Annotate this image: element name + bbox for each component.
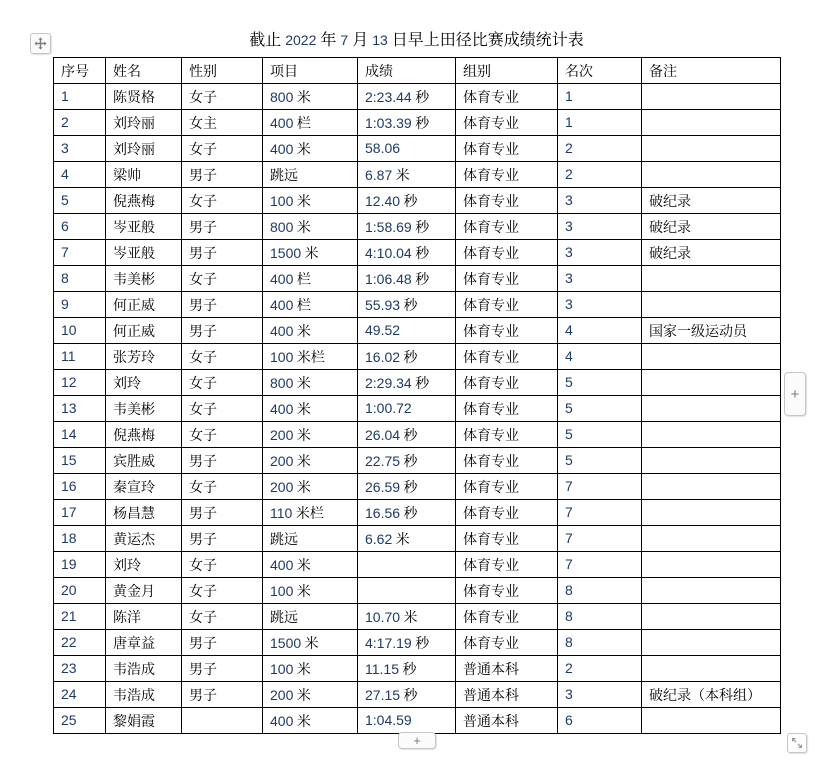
- cell-r21-c0[interactable]: 21: [54, 604, 106, 630]
- cell-r7-c1[interactable]: 岑亚般: [106, 240, 182, 266]
- cell-r5-c2[interactable]: 女子: [182, 188, 263, 214]
- cell-r17-c0[interactable]: 17: [54, 500, 106, 526]
- cell-r20-c4[interactable]: [358, 578, 456, 604]
- cell-r17-c7[interactable]: [642, 500, 781, 526]
- cell-r9-c2[interactable]: 男子: [182, 292, 263, 318]
- cell-r24-c2[interactable]: 男子: [182, 682, 263, 708]
- cell-r25-c5[interactable]: 普通本科: [456, 708, 558, 734]
- cell-r8-c4[interactable]: 1:06.48 秒: [358, 266, 456, 292]
- cell-r20-c0[interactable]: 20: [54, 578, 106, 604]
- cell-r21-c4[interactable]: 10.70 米: [358, 604, 456, 630]
- cell-r8-c3[interactable]: 400 栏: [263, 266, 358, 292]
- cell-r10-c2[interactable]: 男子: [182, 318, 263, 344]
- cell-r3-c5[interactable]: 体育专业: [456, 136, 558, 162]
- table-row: [54, 448, 781, 474]
- cell-r15-c6[interactable]: 5: [558, 448, 642, 474]
- cell-r6-c7[interactable]: 破纪录: [642, 214, 781, 240]
- cell-r6-c6[interactable]: 3: [558, 214, 642, 240]
- cell-r2-c6[interactable]: 1: [558, 110, 642, 136]
- cell-r14-c1[interactable]: 倪燕梅: [106, 422, 182, 448]
- table-row: [54, 526, 781, 552]
- cell-r12-c1[interactable]: 刘玲: [106, 370, 182, 396]
- table-row: [54, 396, 781, 422]
- cell-r7-c5[interactable]: 体育专业: [456, 240, 558, 266]
- cell-r19-c1[interactable]: 刘玲: [106, 552, 182, 578]
- cell-r13-c3[interactable]: 400 米: [263, 396, 358, 422]
- table-row: [54, 344, 781, 370]
- cell-r4-c4[interactable]: 6.87 米: [358, 162, 456, 188]
- table-title[interactable]: 截止 2022 年 7 月 13 日早上田径比赛成绩统计表: [249, 32, 584, 49]
- add-column-button[interactable]: [784, 372, 806, 416]
- table-row: [54, 708, 781, 734]
- cell-r23-c4[interactable]: 11.15 秒: [358, 656, 456, 682]
- cell-r14-c4[interactable]: 26.04 秒: [358, 422, 456, 448]
- cell-r25-c4[interactable]: 1:04.59: [358, 708, 456, 734]
- cell-r11-c4[interactable]: 16.02 秒: [358, 344, 456, 370]
- cell-r8-c5[interactable]: 体育专业: [456, 266, 558, 292]
- cell-r23-c7[interactable]: [642, 656, 781, 682]
- cell-r9-c3[interactable]: 400 栏: [263, 292, 358, 318]
- cell-r24-c5[interactable]: 普通本科: [456, 682, 558, 708]
- move-icon: [34, 37, 47, 50]
- cell-r20-c6[interactable]: 8: [558, 578, 642, 604]
- table-row: [54, 240, 781, 266]
- cell-r3-c7[interactable]: [642, 136, 781, 162]
- table-row: [54, 500, 781, 526]
- cell-r18-c7[interactable]: [642, 526, 781, 552]
- cell-r18-c4[interactable]: 6.62 米: [358, 526, 456, 552]
- cell-r14-c2[interactable]: 女子: [182, 422, 263, 448]
- cell-r11-c7[interactable]: [642, 344, 781, 370]
- header-cell-1[interactable]: 姓名: [106, 58, 182, 84]
- cell-r13-c7[interactable]: [642, 396, 781, 422]
- cell-r14-c5[interactable]: 体育专业: [456, 422, 558, 448]
- cell-r1-c0[interactable]: 1: [54, 84, 106, 110]
- cell-r6-c1[interactable]: 岑亚般: [106, 214, 182, 240]
- cell-r22-c6[interactable]: 8: [558, 630, 642, 656]
- cell-r2-c5[interactable]: 体育专业: [456, 110, 558, 136]
- table-row: [54, 578, 781, 604]
- cell-r12-c0[interactable]: 12: [54, 370, 106, 396]
- cell-r4-c3[interactable]: 跳远: [263, 162, 358, 188]
- cell-r2-c2[interactable]: 女主: [182, 110, 263, 136]
- cell-r13-c0[interactable]: 13: [54, 396, 106, 422]
- table-row: [54, 682, 781, 708]
- cell-r7-c6[interactable]: 3: [558, 240, 642, 266]
- table-row: [54, 318, 781, 344]
- cell-r12-c5[interactable]: 体育专业: [456, 370, 558, 396]
- cell-r19-c4[interactable]: [358, 552, 456, 578]
- cell-r20-c3[interactable]: 100 米: [263, 578, 358, 604]
- cell-r23-c6[interactable]: 2: [558, 656, 642, 682]
- cell-r2-c0[interactable]: 2: [54, 110, 106, 136]
- cell-r9-c1[interactable]: 何正威: [106, 292, 182, 318]
- cell-r9-c0[interactable]: 9: [54, 292, 106, 318]
- cell-r15-c7[interactable]: [642, 448, 781, 474]
- cell-r24-c0[interactable]: 24: [54, 682, 106, 708]
- cell-r21-c6[interactable]: 8: [558, 604, 642, 630]
- cell-r14-c3[interactable]: 200 米: [263, 422, 358, 448]
- cell-r8-c1[interactable]: 韦美彬: [106, 266, 182, 292]
- cell-r19-c6[interactable]: 7: [558, 552, 642, 578]
- cell-r22-c4[interactable]: 4:17.19 秒: [358, 630, 456, 656]
- cell-r16-c0[interactable]: 16: [54, 474, 106, 500]
- table-row: [54, 422, 781, 448]
- cell-r20-c5[interactable]: 体育专业: [456, 578, 558, 604]
- cell-r13-c4[interactable]: 1:00.72: [358, 396, 456, 422]
- cell-r19-c7[interactable]: [642, 552, 781, 578]
- results-table-body: [54, 84, 781, 734]
- cell-r1-c3[interactable]: 800 米: [263, 84, 358, 110]
- cell-r2-c1[interactable]: 刘玲丽: [106, 110, 182, 136]
- cell-r20-c7[interactable]: [642, 578, 781, 604]
- cell-r11-c6[interactable]: 4: [558, 344, 642, 370]
- plus-icon: +: [413, 733, 421, 748]
- table-row: [54, 162, 781, 188]
- header-row: [54, 58, 781, 84]
- cell-r19-c0[interactable]: 19: [54, 552, 106, 578]
- cell-r25-c1[interactable]: 黎娟霞: [106, 708, 182, 734]
- cell-r20-c2[interactable]: 女子: [182, 578, 263, 604]
- cell-r6-c5[interactable]: 体育专业: [456, 214, 558, 240]
- cell-r10-c3[interactable]: 400 米: [263, 318, 358, 344]
- cell-r16-c3[interactable]: 200 米: [263, 474, 358, 500]
- cell-r11-c2[interactable]: 女子: [182, 344, 263, 370]
- cell-r12-c3[interactable]: 800 米: [263, 370, 358, 396]
- cell-r12-c4[interactable]: 2:29.34 秒: [358, 370, 456, 396]
- plus-icon: +: [790, 385, 800, 403]
- header-cell-7[interactable]: 备注: [642, 58, 781, 84]
- cell-r11-c3[interactable]: 100 米栏: [263, 344, 358, 370]
- cell-r4-c1[interactable]: 梁帅: [106, 162, 182, 188]
- cell-r17-c5[interactable]: 体育专业: [456, 500, 558, 526]
- table-row: [54, 552, 781, 578]
- cell-r5-c6[interactable]: 3: [558, 188, 642, 214]
- cell-r3-c0[interactable]: 3: [54, 136, 106, 162]
- cell-r8-c6[interactable]: 3: [558, 266, 642, 292]
- cell-r1-c4[interactable]: 2:23.44 秒: [358, 84, 456, 110]
- cell-r7-c2[interactable]: 男子: [182, 240, 263, 266]
- cell-r24-c6[interactable]: 3: [558, 682, 642, 708]
- cell-r15-c2[interactable]: 男子: [182, 448, 263, 474]
- table-row: [54, 630, 781, 656]
- cell-r3-c4[interactable]: 58.06: [358, 136, 456, 162]
- cell-r5-c7[interactable]: 破纪录: [642, 188, 781, 214]
- cell-r18-c2[interactable]: 男子: [182, 526, 263, 552]
- cell-r12-c7[interactable]: [642, 370, 781, 396]
- cell-r24-c4[interactable]: 27.15 秒: [358, 682, 456, 708]
- cell-r9-c4[interactable]: 55.93 秒: [358, 292, 456, 318]
- cell-r13-c6[interactable]: 5: [558, 396, 642, 422]
- cell-r16-c2[interactable]: 女子: [182, 474, 263, 500]
- cell-r25-c0[interactable]: 25: [54, 708, 106, 734]
- table-row: [54, 84, 781, 110]
- header-cell-0[interactable]: 序号: [54, 58, 106, 84]
- cell-r7-c4[interactable]: 4:10.04 秒: [358, 240, 456, 266]
- cell-r5-c1[interactable]: 倪燕梅: [106, 188, 182, 214]
- cell-r18-c6[interactable]: 7: [558, 526, 642, 552]
- cell-r10-c1[interactable]: 何正威: [106, 318, 182, 344]
- cell-r4-c5[interactable]: 体育专业: [456, 162, 558, 188]
- cell-r24-c3[interactable]: 200 米: [263, 682, 358, 708]
- cell-r1-c5[interactable]: 体育专业: [456, 84, 558, 110]
- cell-r25-c7[interactable]: [642, 708, 781, 734]
- cell-r8-c2[interactable]: 女子: [182, 266, 263, 292]
- cell-r3-c3[interactable]: 400 米: [263, 136, 358, 162]
- cell-r17-c2[interactable]: 男子: [182, 500, 263, 526]
- cell-r18-c3[interactable]: 跳远: [263, 526, 358, 552]
- cell-r16-c5[interactable]: 体育专业: [456, 474, 558, 500]
- cell-r11-c5[interactable]: 体育专业: [456, 344, 558, 370]
- cell-r4-c2[interactable]: 男子: [182, 162, 263, 188]
- resize-diagonal-icon: [790, 736, 804, 750]
- cell-r4-c0[interactable]: 4: [54, 162, 106, 188]
- cell-r1-c2[interactable]: 女子: [182, 84, 263, 110]
- cell-r21-c7[interactable]: [642, 604, 781, 630]
- cell-r22-c5[interactable]: 体育专业: [456, 630, 558, 656]
- cell-r23-c3[interactable]: 100 米: [263, 656, 358, 682]
- cell-r15-c5[interactable]: 体育专业: [456, 448, 558, 474]
- cell-r15-c0[interactable]: 15: [54, 448, 106, 474]
- cell-r10-c7[interactable]: 国家一级运动员: [642, 318, 781, 344]
- cell-r11-c1[interactable]: 张芳玲: [106, 344, 182, 370]
- cell-r14-c7[interactable]: [642, 422, 781, 448]
- cell-r2-c4[interactable]: 1:03.39 秒: [358, 110, 456, 136]
- cell-r15-c3[interactable]: 200 米: [263, 448, 358, 474]
- table-row: [54, 266, 781, 292]
- cell-r3-c6[interactable]: 2: [558, 136, 642, 162]
- cell-r17-c6[interactable]: 7: [558, 500, 642, 526]
- cell-r23-c0[interactable]: 23: [54, 656, 106, 682]
- cell-r10-c5[interactable]: 体育专业: [456, 318, 558, 344]
- table-row: [54, 474, 781, 500]
- cell-r5-c0[interactable]: 5: [54, 188, 106, 214]
- cell-r21-c3[interactable]: 跳远: [263, 604, 358, 630]
- cell-r16-c6[interactable]: 7: [558, 474, 642, 500]
- cell-r20-c1[interactable]: 黄金月: [106, 578, 182, 604]
- cell-r10-c0[interactable]: 10: [54, 318, 106, 344]
- cell-r19-c3[interactable]: 400 米: [263, 552, 358, 578]
- cell-r4-c6[interactable]: 2: [558, 162, 642, 188]
- cell-r24-c1[interactable]: 韦浩成: [106, 682, 182, 708]
- cell-r23-c2[interactable]: 男子: [182, 656, 263, 682]
- cell-r3-c1[interactable]: 刘玲丽: [106, 136, 182, 162]
- cell-r8-c0[interactable]: 8: [54, 266, 106, 292]
- cell-r21-c1[interactable]: 陈洋: [106, 604, 182, 630]
- cell-r21-c2[interactable]: 女子: [182, 604, 263, 630]
- cell-r1-c6[interactable]: 1: [558, 84, 642, 110]
- cell-r13-c2[interactable]: 女子: [182, 396, 263, 422]
- table-row: [54, 370, 781, 396]
- cell-r9-c7[interactable]: [642, 292, 781, 318]
- header-cell-2[interactable]: 性别: [182, 58, 263, 84]
- cell-r8-c7[interactable]: [642, 266, 781, 292]
- cell-r2-c3[interactable]: 400 栏: [263, 110, 358, 136]
- cell-r13-c1[interactable]: 韦美彬: [106, 396, 182, 422]
- cell-r22-c7[interactable]: [642, 630, 781, 656]
- cell-r22-c0[interactable]: 22: [54, 630, 106, 656]
- cell-r23-c5[interactable]: 普通本科: [456, 656, 558, 682]
- cell-r6-c4[interactable]: 1:58.69 秒: [358, 214, 456, 240]
- cell-r7-c3[interactable]: 1500 米: [263, 240, 358, 266]
- table-row: [54, 292, 781, 318]
- table-row: [54, 656, 781, 682]
- table-row: [54, 110, 781, 136]
- cell-r1-c1[interactable]: 陈贤格: [106, 84, 182, 110]
- header-cell-3[interactable]: 项目: [263, 58, 358, 84]
- table-row: [54, 136, 781, 162]
- cell-r5-c4[interactable]: 12.40 秒: [358, 188, 456, 214]
- table-row: [54, 214, 781, 240]
- cell-r22-c3[interactable]: 1500 米: [263, 630, 358, 656]
- cell-r11-c0[interactable]: 11: [54, 344, 106, 370]
- cell-r17-c1[interactable]: 杨昌慧: [106, 500, 182, 526]
- header-cell-5[interactable]: 组别: [456, 58, 558, 84]
- cell-r4-c7[interactable]: [642, 162, 781, 188]
- cell-r24-c7[interactable]: 破纪录（本科组）: [642, 682, 781, 708]
- table-resize-handle[interactable]: [787, 733, 807, 753]
- cell-r16-c4[interactable]: 26.59 秒: [358, 474, 456, 500]
- header-cell-6[interactable]: 名次: [558, 58, 642, 84]
- cell-r3-c2[interactable]: 女子: [182, 136, 263, 162]
- cell-r10-c6[interactable]: 4: [558, 318, 642, 344]
- header-cell-4[interactable]: 成绩: [358, 58, 456, 84]
- cell-r7-c7[interactable]: 破纪录: [642, 240, 781, 266]
- cell-r10-c4[interactable]: 49.52: [358, 318, 456, 344]
- cell-r12-c2[interactable]: 女子: [182, 370, 263, 396]
- cell-r25-c2[interactable]: [182, 708, 263, 734]
- cell-r17-c3[interactable]: 110 米栏: [263, 500, 358, 526]
- cell-r18-c0[interactable]: 18: [54, 526, 106, 552]
- cell-r19-c2[interactable]: 女子: [182, 552, 263, 578]
- cell-r1-c7[interactable]: [642, 84, 781, 110]
- results-table: [53, 57, 781, 734]
- cell-r16-c7[interactable]: [642, 474, 781, 500]
- cell-r12-c6[interactable]: 5: [558, 370, 642, 396]
- cell-r14-c6[interactable]: 5: [558, 422, 642, 448]
- cell-r14-c0[interactable]: 14: [54, 422, 106, 448]
- cell-r22-c2[interactable]: 男子: [182, 630, 263, 656]
- cell-r5-c5[interactable]: 体育专业: [456, 188, 558, 214]
- cell-r5-c3[interactable]: 100 米: [263, 188, 358, 214]
- cell-r6-c0[interactable]: 6: [54, 214, 106, 240]
- table-row: [54, 188, 781, 214]
- cell-r19-c5[interactable]: 体育专业: [456, 552, 558, 578]
- add-row-button[interactable]: [398, 732, 436, 749]
- cell-r9-c5[interactable]: 体育专业: [456, 292, 558, 318]
- table-row: [54, 604, 781, 630]
- cell-r23-c1[interactable]: 韦浩成: [106, 656, 182, 682]
- cell-r6-c2[interactable]: 男子: [182, 214, 263, 240]
- cell-r15-c4[interactable]: 22.75 秒: [358, 448, 456, 474]
- cell-r6-c3[interactable]: 800 米: [263, 214, 358, 240]
- cell-r13-c5[interactable]: 体育专业: [456, 396, 558, 422]
- cell-r2-c7[interactable]: [642, 110, 781, 136]
- cell-r18-c1[interactable]: 黄运杰: [106, 526, 182, 552]
- cell-r21-c5[interactable]: 体育专业: [456, 604, 558, 630]
- cell-r18-c5[interactable]: 体育专业: [456, 526, 558, 552]
- cell-r17-c4[interactable]: 16.56 秒: [358, 500, 456, 526]
- cell-r16-c1[interactable]: 秦宣玲: [106, 474, 182, 500]
- cell-r9-c6[interactable]: 3: [558, 292, 642, 318]
- cell-r7-c0[interactable]: 7: [54, 240, 106, 266]
- cell-r25-c6[interactable]: 6: [558, 708, 642, 734]
- table-move-handle[interactable]: [30, 33, 51, 54]
- cell-r25-c3[interactable]: 400 米: [263, 708, 358, 734]
- cell-r22-c1[interactable]: 唐章益: [106, 630, 182, 656]
- cell-r15-c1[interactable]: 宾胜威: [106, 448, 182, 474]
